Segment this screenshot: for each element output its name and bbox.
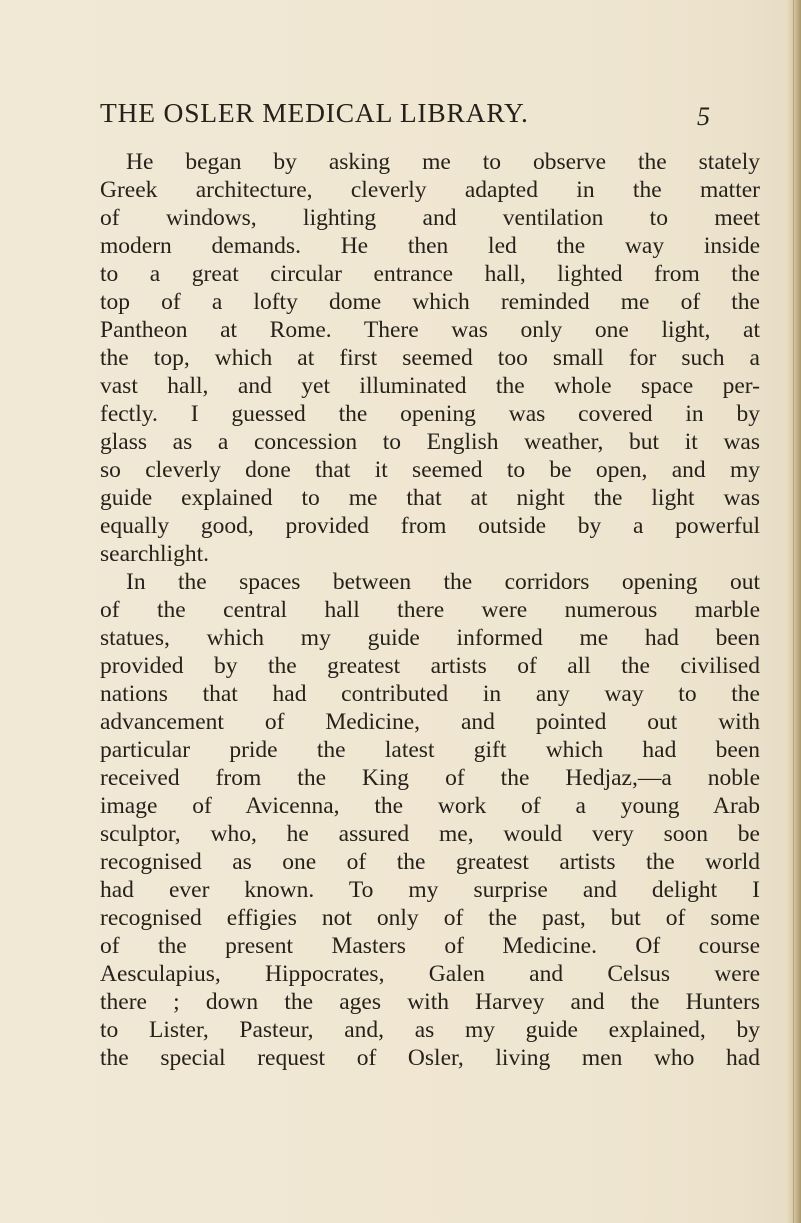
text-line: advancement of Medicine, and pointed out with: [100, 709, 760, 735]
text-line: to a great circular entrance hall, lighted from the: [100, 261, 760, 287]
text-line: of the central hall there were numerous marble: [100, 597, 760, 623]
text-line: of windows, lighting and ventilation to meet: [100, 205, 760, 231]
text-line: so cleverly done that it seemed to be open, and my: [100, 457, 760, 483]
text-line: equally good, provided from outside by a powerful: [100, 513, 760, 539]
text-line: Greek architecture, cleverly adapted in the matter: [100, 177, 760, 203]
text-line: Pantheon at Rome. There was only one light, at: [100, 317, 760, 343]
text-line: vast hall, and yet illuminated the whole space per-: [100, 373, 760, 399]
text-line: Aesculapius, Hippocrates, Galen and Celsus were: [100, 961, 760, 987]
page-number: 5: [697, 102, 710, 131]
text-line: provided by the greatest artists of all the civilised: [100, 653, 760, 679]
text-line: there ; down the ages with Harvey and the Hunters: [100, 989, 760, 1015]
text-line: statues, which my guide informed me had been: [100, 625, 760, 651]
text-line: to Lister, Pasteur, and, as my guide explained, by: [100, 1017, 760, 1043]
text-line: had ever known. To my surprise and delight I: [100, 877, 760, 903]
text-line: received from the King of the Hedjaz,—a noble: [100, 765, 760, 791]
text-line: image of Avicenna, the work of a young Arab: [100, 793, 760, 819]
text-line: recognised as one of the greatest artists the world: [100, 849, 760, 875]
text-line: guide explained to me that at night the light was: [100, 485, 760, 511]
text-line: top of a lofty dome which reminded me of the: [100, 289, 760, 315]
text-line: nations that had contributed in any way to the: [100, 681, 760, 707]
text-line: the top, which at first seemed too small for such a: [100, 345, 760, 371]
text-line: searchlight.: [100, 541, 209, 567]
text-line: glass as a concession to English weather, but it was: [100, 429, 760, 455]
text-line: sculptor, who, he assured me, would very soon be: [100, 821, 760, 847]
running-title: THE OSLER MEDICAL LIBRARY.: [100, 97, 529, 128]
text-line: He began by asking me to observe the stately: [126, 149, 760, 175]
text-line: the special request of Osler, living men who had: [100, 1045, 760, 1071]
text-line: In the spaces between the corridors opening out: [126, 569, 760, 595]
text-line: of the present Masters of Medicine. Of course: [100, 933, 760, 959]
running-head: [100, 96, 720, 136]
body-text: [100, 148, 760, 1072]
text-line: fectly. I guessed the opening was covered in by: [100, 401, 760, 427]
text-line: modern demands. He then led the way inside: [100, 233, 760, 259]
text-line: recognised effigies not only of the past, but of some: [100, 905, 760, 931]
text-line: particular pride the latest gift which had been: [100, 737, 760, 763]
page-gutter-edge: [787, 0, 801, 1223]
